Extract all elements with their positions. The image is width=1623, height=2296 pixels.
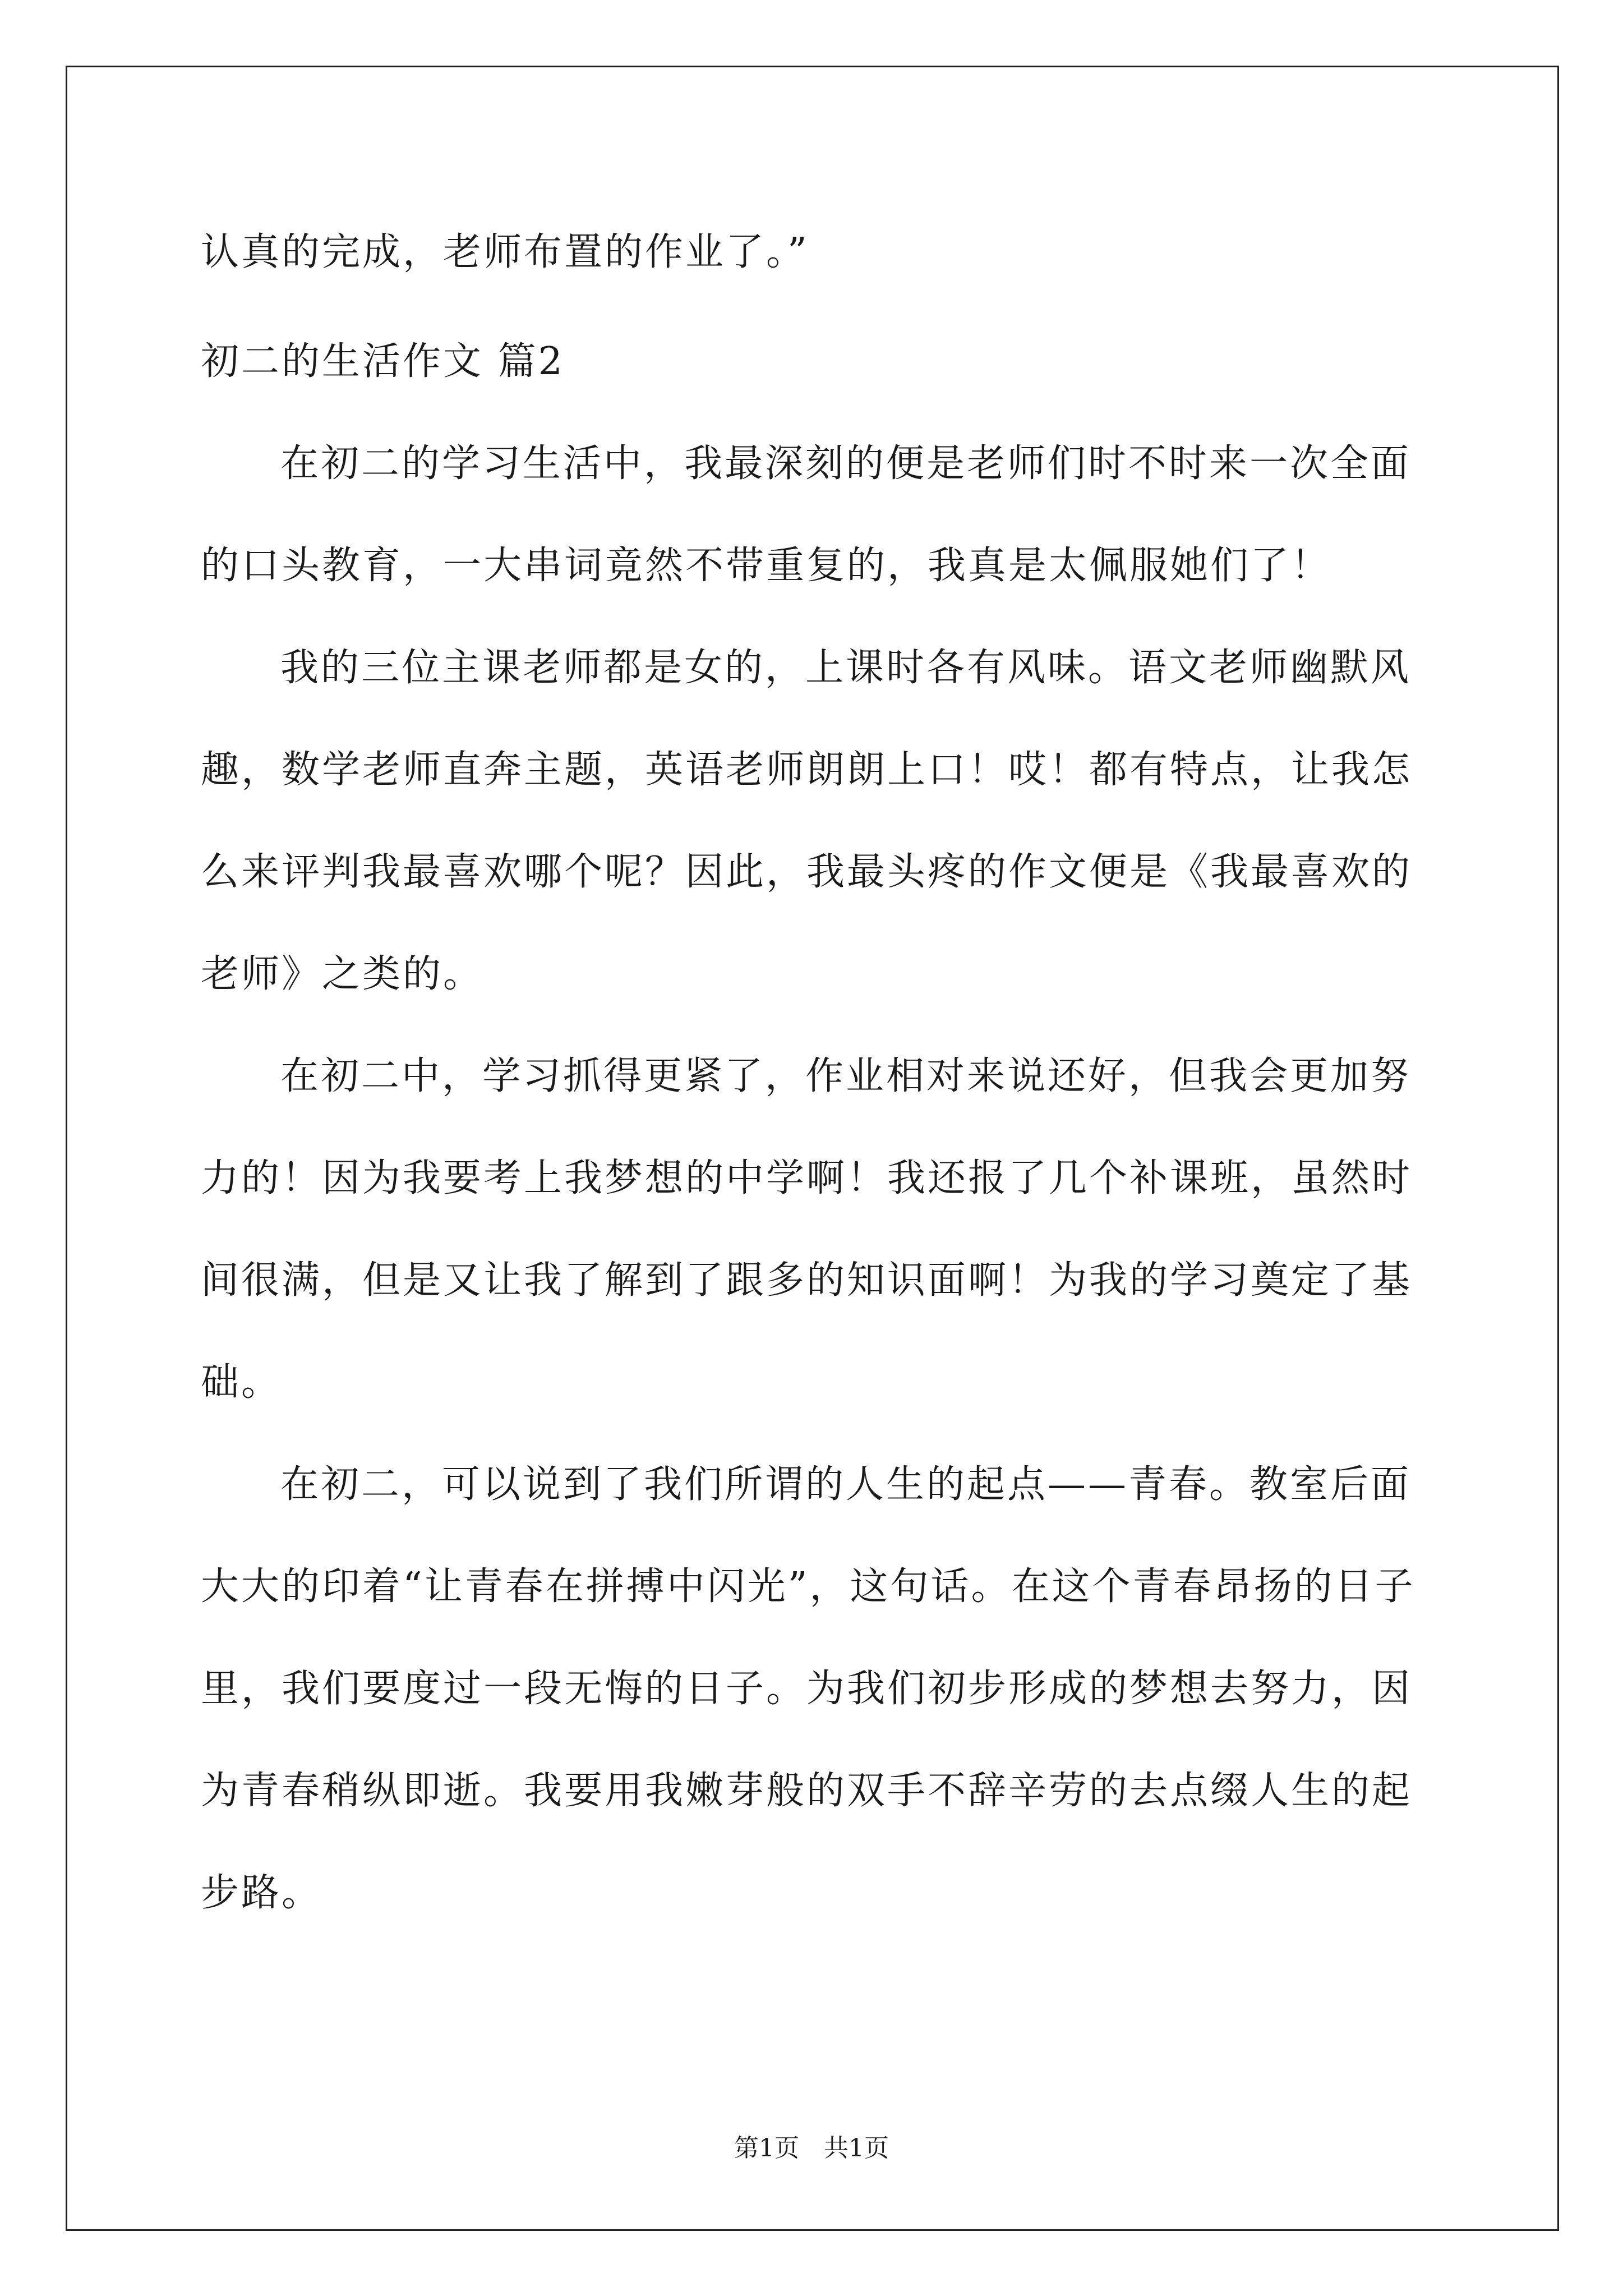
paragraph-line: 认真的完成，老师布置的作业了。”: [201, 230, 809, 274]
paragraph-line: 础。: [201, 1360, 282, 1405]
paragraph-line: 为青春稍纵即逝。我要用我嫩芽般的双手不辞辛劳的去点缀人生的起: [201, 1769, 1413, 1813]
paragraph-line: 的口头教育，一大串词竟然不带重复的，我真是太佩服她们了！: [201, 544, 1332, 588]
paragraph-line: 老师》之类的。: [201, 952, 484, 996]
paragraph-line: 在初二中，学习抓得更紧了，作业相对来说还好，但我会更加努: [280, 1054, 1412, 1098]
paragraph-line: 步路。: [201, 1871, 322, 1915]
paragraph-line: 里，我们要度过一段无悔的日子。为我们初步形成的梦想去努力，因: [201, 1667, 1413, 1711]
paragraph-line: 力的！因为我要考上我梦想的中学啊！我还报了几个补课班，虽然时: [201, 1156, 1413, 1200]
paragraph-line: 趣，数学老师直奔主题，英语老师朗朗上口！哎！都有特点，让我怎: [201, 748, 1413, 792]
paragraph-line: 么来评判我最喜欢哪个呢？因此，我最头疼的作文便是《我最喜欢的: [201, 850, 1413, 894]
paragraph-line: 大大的印着“让青春在拼搏中闪光”，这句话。在这个青春昂扬的日子: [201, 1565, 1415, 1609]
paragraph-line: 在初二的学习生活中，我最深刻的便是老师们时不时来一次全面: [280, 441, 1412, 486]
paragraph-line: 我的三位主课老师都是女的，上课时各有风味。语文老师幽默风: [280, 646, 1412, 690]
paragraph-line: 在初二，可以说到了我们所谓的人生的起点——青春。教室后面: [280, 1462, 1412, 1507]
page-number: 第1页 共1页: [734, 2134, 889, 2162]
section-heading: 初二的生活作文 篇2: [201, 339, 565, 384]
paragraph-line: 间很满，但是又让我了解到了跟多的知识面啊！为我的学习奠定了基: [201, 1258, 1413, 1303]
